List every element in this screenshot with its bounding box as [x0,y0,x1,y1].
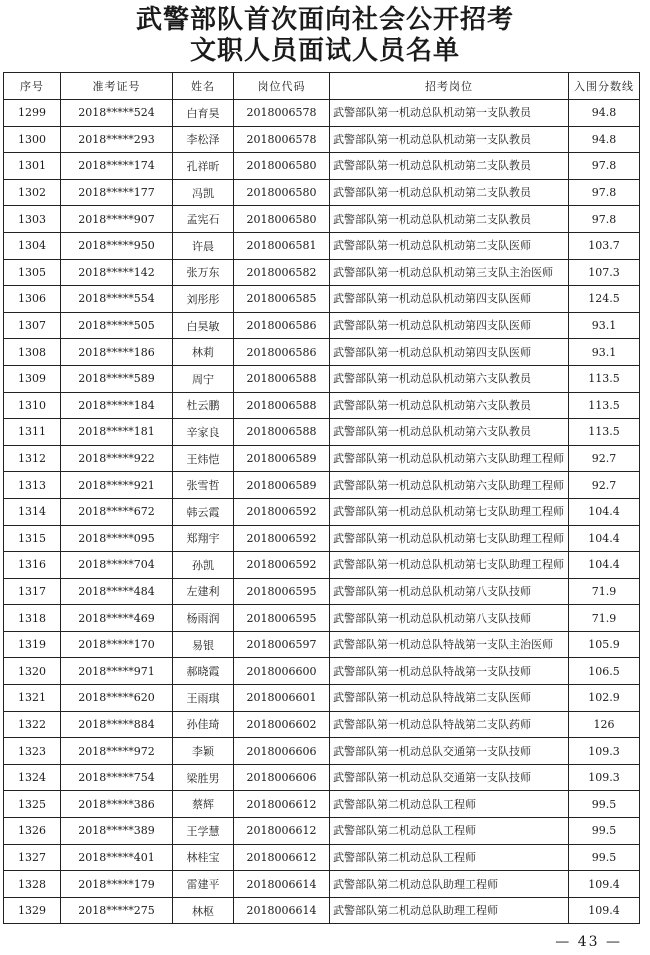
table-row [4,153,640,180]
cell-post-code: 2018006589 [234,472,330,499]
cell-ticket-number: 2018*****921 [61,472,173,499]
cell-cutoff-score: 97.8 [569,153,640,180]
cell-cutoff-score: 103.7 [569,232,640,259]
cell-post: 武警部队第一机动总队机动第四支队医师 [330,286,569,313]
table-row [4,312,640,339]
cell-ticket-number: 2018*****524 [61,100,173,127]
table-row [4,206,640,233]
header-ticket-number: 准考证号 [61,73,173,100]
cell-name: 辛家良 [173,419,234,446]
cell-post: 武警部队第一机动总队机动第六支队助理工程师 [330,445,569,472]
cell-serial: 1309 [4,365,61,392]
table-row [4,631,640,658]
cell-post-code: 2018006582 [234,259,330,286]
cell-post: 武警部队第一机动总队特战第二支队医师 [330,685,569,712]
cell-ticket-number: 2018*****589 [61,365,173,392]
cell-post-code: 2018006614 [234,871,330,898]
cell-post-code: 2018006578 [234,100,330,127]
cell-name: 梁胜男 [173,764,234,791]
cell-ticket-number: 2018*****469 [61,605,173,632]
cell-serial: 1322 [4,711,61,738]
cell-serial: 1316 [4,552,61,579]
cell-name: 杜云鹏 [173,392,234,419]
table-row [4,126,640,153]
cell-ticket-number: 2018*****186 [61,339,173,366]
cell-serial: 1303 [4,206,61,233]
cell-post: 武警部队第一机动总队机动第一支队教员 [330,126,569,153]
cell-name: 孙凯 [173,552,234,579]
cell-serial: 1314 [4,498,61,525]
cell-ticket-number: 2018*****389 [61,818,173,845]
cell-cutoff-score: 104.4 [569,552,640,579]
cell-post-code: 2018006612 [234,791,330,818]
cell-serial: 1304 [4,232,61,259]
cell-name: 王雨琪 [173,685,234,712]
cell-post-code: 2018006595 [234,578,330,605]
cell-post: 武警部队第一机动总队机动第一支队教员 [330,100,569,127]
table-row [4,685,640,712]
cell-post-code: 2018006580 [234,153,330,180]
cell-post: 武警部队第一机动总队机动第二支队教员 [330,153,569,180]
cell-cutoff-score: 109.3 [569,738,640,765]
cell-cutoff-score: 94.8 [569,100,640,127]
cell-cutoff-score: 99.5 [569,791,640,818]
cell-cutoff-score: 113.5 [569,419,640,446]
table-row [4,552,640,579]
cell-post: 武警部队第一机动总队交通第一支队技师 [330,764,569,791]
cell-post-code: 2018006586 [234,339,330,366]
cell-post: 武警部队第一机动总队机动第八支队技师 [330,605,569,632]
cell-ticket-number: 2018*****505 [61,312,173,339]
cell-name: 雷建平 [173,871,234,898]
cell-post: 武警部队第一机动总队机动第七支队助理工程师 [330,498,569,525]
cell-post: 武警部队第一机动总队机动第六支队教员 [330,365,569,392]
cell-cutoff-score: 124.5 [569,286,640,313]
cell-ticket-number: 2018*****275 [61,897,173,924]
cell-name: 蔡辉 [173,791,234,818]
cell-name: 许晨 [173,232,234,259]
cell-serial: 1301 [4,153,61,180]
cell-serial: 1328 [4,871,61,898]
cell-post-code: 2018006589 [234,445,330,472]
table-row [4,445,640,472]
cell-ticket-number: 2018*****142 [61,259,173,286]
cell-name: 张雪哲 [173,472,234,499]
cell-serial: 1323 [4,738,61,765]
cell-ticket-number: 2018*****170 [61,631,173,658]
table-row [4,897,640,924]
cell-ticket-number: 2018*****672 [61,498,173,525]
table-row [4,498,640,525]
cell-post: 武警部队第一机动总队机动第六支队教员 [330,419,569,446]
table-row [4,472,640,499]
cell-ticket-number: 2018*****174 [61,153,173,180]
cell-ticket-number: 2018*****884 [61,711,173,738]
cell-post-code: 2018006592 [234,525,330,552]
cell-ticket-number: 2018*****181 [61,419,173,446]
cell-name: 王学慧 [173,818,234,845]
cell-name: 李松泽 [173,126,234,153]
cell-post: 武警部队第一机动总队机动第七支队助理工程师 [330,525,569,552]
cell-post: 武警部队第二机动总队助理工程师 [330,871,569,898]
cell-post: 武警部队第一机动总队机动第八支队技师 [330,578,569,605]
table-row [4,738,640,765]
cell-post-code: 2018006612 [234,818,330,845]
cell-name: 孔祥昕 [173,153,234,180]
cell-post-code: 2018006580 [234,179,330,206]
cell-serial: 1319 [4,631,61,658]
cell-ticket-number: 2018*****972 [61,738,173,765]
table-row [4,179,640,206]
cell-post: 武警部队第一机动总队机动第二支队教员 [330,179,569,206]
table-row [4,605,640,632]
cell-name: 郝晓霞 [173,658,234,685]
cell-post: 武警部队第一机动总队特战第一支队技师 [330,658,569,685]
cell-post-code: 2018006580 [234,206,330,233]
cell-post: 武警部队第一机动总队机动第三支队主治医师 [330,259,569,286]
cell-name: 林桂宝 [173,844,234,871]
cell-ticket-number: 2018*****293 [61,126,173,153]
cell-post-code: 2018006588 [234,419,330,446]
header-name: 姓名 [173,73,234,100]
cell-post-code: 2018006597 [234,631,330,658]
cell-name: 杨雨润 [173,605,234,632]
header-row [4,73,640,100]
cell-name: 林枢 [173,897,234,924]
cell-cutoff-score: 113.5 [569,365,640,392]
cell-serial: 1326 [4,818,61,845]
cell-ticket-number: 2018*****179 [61,871,173,898]
table-row [4,259,640,286]
cell-serial: 1317 [4,578,61,605]
cell-cutoff-score: 99.5 [569,818,640,845]
cell-post: 武警部队第一机动总队交通第一支队技师 [330,738,569,765]
cell-serial: 1302 [4,179,61,206]
cell-post: 武警部队第一机动总队机动第七支队助理工程师 [330,552,569,579]
cell-cutoff-score: 126 [569,711,640,738]
cell-post-code: 2018006586 [234,312,330,339]
cell-name: 林莉 [173,339,234,366]
cell-post-code: 2018006592 [234,552,330,579]
table-row [4,286,640,313]
cell-ticket-number: 2018*****704 [61,552,173,579]
cell-name: 韩云霞 [173,498,234,525]
cell-post: 武警部队第一机动总队机动第四支队医师 [330,339,569,366]
table-row [4,392,640,419]
table-body [4,100,640,924]
cell-post-code: 2018006585 [234,286,330,313]
cell-post: 武警部队第一机动总队机动第二支队教员 [330,206,569,233]
cell-post-code: 2018006588 [234,365,330,392]
cell-cutoff-score: 94.8 [569,126,640,153]
cell-cutoff-score: 109.4 [569,897,640,924]
cell-post: 武警部队第二机动总队工程师 [330,818,569,845]
cell-serial: 1299 [4,100,61,127]
cell-ticket-number: 2018*****907 [61,206,173,233]
cell-cutoff-score: 109.3 [569,764,640,791]
cell-post-code: 2018006578 [234,126,330,153]
cell-ticket-number: 2018*****922 [61,445,173,472]
cell-serial: 1305 [4,259,61,286]
cell-ticket-number: 2018*****401 [61,844,173,871]
cell-serial: 1315 [4,525,61,552]
header-post: 招考岗位 [330,73,569,100]
cell-cutoff-score: 107.3 [569,259,640,286]
cell-post: 武警部队第一机动总队机动第二支队医师 [330,232,569,259]
cell-cutoff-score: 97.8 [569,179,640,206]
table-row [4,365,640,392]
cell-post-code: 2018006606 [234,764,330,791]
cell-serial: 1300 [4,126,61,153]
table-header [4,73,640,100]
cell-name: 郑翔宇 [173,525,234,552]
cell-post: 武警部队第二机动总队工程师 [330,791,569,818]
cell-cutoff-score: 92.7 [569,472,640,499]
cell-cutoff-score: 93.1 [569,312,640,339]
cell-ticket-number: 2018*****950 [61,232,173,259]
cell-post-code: 2018006606 [234,738,330,765]
cell-serial: 1327 [4,844,61,871]
header-cutoff-score: 入围分数线 [569,73,640,100]
cell-cutoff-score: 113.5 [569,392,640,419]
cell-serial: 1311 [4,419,61,446]
cell-name: 周宁 [173,365,234,392]
table-row [4,764,640,791]
cell-name: 白昊敏 [173,312,234,339]
cell-name: 孟宪石 [173,206,234,233]
cell-serial: 1307 [4,312,61,339]
cell-serial: 1324 [4,764,61,791]
cell-name: 白育昊 [173,100,234,127]
cell-post-code: 2018006595 [234,605,330,632]
cell-post-code: 2018006592 [234,498,330,525]
header-post-code: 岗位代码 [234,73,330,100]
table-row [4,578,640,605]
cell-post: 武警部队第一机动总队机动第六支队助理工程师 [330,472,569,499]
cell-ticket-number: 2018*****386 [61,791,173,818]
table-row [4,791,640,818]
cell-serial: 1329 [4,897,61,924]
cell-cutoff-score: 93.1 [569,339,640,366]
cell-name: 孙佳琦 [173,711,234,738]
cell-serial: 1308 [4,339,61,366]
cell-serial: 1310 [4,392,61,419]
cell-name: 冯凯 [173,179,234,206]
cell-post-code: 2018006581 [234,232,330,259]
cell-post: 武警部队第二机动总队工程师 [330,844,569,871]
page-subtitle: 文职人员面试人员名单 [189,36,460,66]
cell-post: 武警部队第二机动总队助理工程师 [330,897,569,924]
cell-serial: 1321 [4,685,61,712]
table-row [4,818,640,845]
cell-ticket-number: 2018*****554 [61,286,173,313]
cell-post-code: 2018006588 [234,392,330,419]
cell-serial: 1312 [4,445,61,472]
page-number: — 43 — [555,934,622,950]
table-row [4,871,640,898]
cell-ticket-number: 2018*****484 [61,578,173,605]
cell-serial: 1306 [4,286,61,313]
candidate-table [3,72,640,924]
table-row [4,844,640,871]
cell-cutoff-score: 71.9 [569,578,640,605]
cell-ticket-number: 2018*****971 [61,658,173,685]
table-row [4,419,640,446]
cell-post-code: 2018006614 [234,897,330,924]
cell-post-code: 2018006601 [234,685,330,712]
cell-name: 易银 [173,631,234,658]
table-row [4,525,640,552]
cell-ticket-number: 2018*****095 [61,525,173,552]
cell-ticket-number: 2018*****754 [61,764,173,791]
cell-name: 张万东 [173,259,234,286]
cell-post: 武警部队第一机动总队特战第一支队主治医师 [330,631,569,658]
cell-post-code: 2018006602 [234,711,330,738]
table-row [4,339,640,366]
cell-cutoff-score: 105.9 [569,631,640,658]
table-row [4,232,640,259]
page-title: 武警部队首次面向社会公开招考 [135,5,514,35]
cell-cutoff-score: 106.5 [569,658,640,685]
cell-post: 武警部队第一机动总队机动第六支队教员 [330,392,569,419]
cell-serial: 1325 [4,791,61,818]
cell-ticket-number: 2018*****620 [61,685,173,712]
cell-name: 刘彤彤 [173,286,234,313]
cell-name: 王炜恺 [173,445,234,472]
table-row [4,711,640,738]
cell-cutoff-score: 109.4 [569,871,640,898]
cell-cutoff-score: 97.8 [569,206,640,233]
cell-serial: 1318 [4,605,61,632]
cell-name: 李颖 [173,738,234,765]
cell-cutoff-score: 99.5 [569,844,640,871]
table-row [4,100,640,127]
cell-post-code: 2018006612 [234,844,330,871]
cell-ticket-number: 2018*****177 [61,179,173,206]
table-row [4,658,640,685]
cell-post: 武警部队第一机动总队特战第二支队药师 [330,711,569,738]
header-serial: 序号 [4,73,61,100]
cell-ticket-number: 2018*****184 [61,392,173,419]
cell-cutoff-score: 92.7 [569,445,640,472]
cell-name: 左建利 [173,578,234,605]
cell-serial: 1313 [4,472,61,499]
cell-cutoff-score: 102.9 [569,685,640,712]
cell-post: 武警部队第一机动总队机动第四支队医师 [330,312,569,339]
cell-cutoff-score: 104.4 [569,525,640,552]
cell-post-code: 2018006600 [234,658,330,685]
cell-serial: 1320 [4,658,61,685]
cell-cutoff-score: 71.9 [569,605,640,632]
cell-cutoff-score: 104.4 [569,498,640,525]
